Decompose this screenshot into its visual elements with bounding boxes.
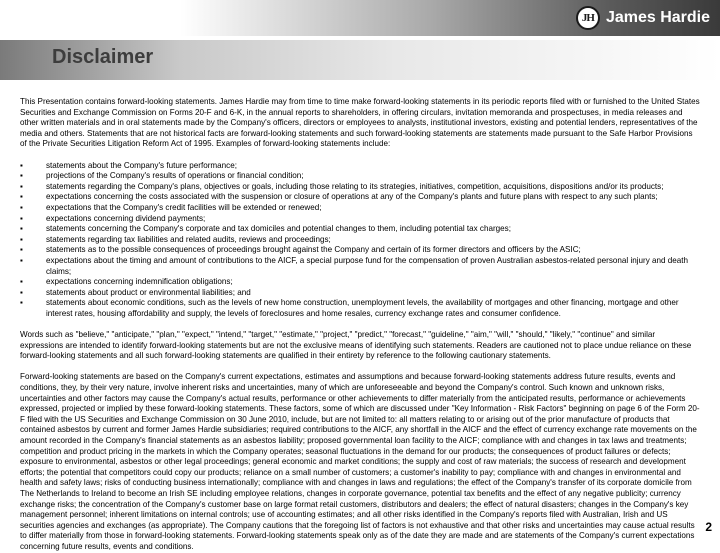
risk-factors-paragraph: Forward-looking statements are based on the Company's current expectations, estimates and assumptions and because forward-looking statements address future results, events and conditions, they, by their very nature, involve inherent risks and uncertainties, many of which are unforeseeable and beyond the Company's control. Such known and unknown risks, uncertainties and other factors may cause the Company's actual results, performance or other achievements to differ materially from the anticipated results, performance or achievements expressed, projected or implied by these forward-looking statements. These factors, some of which are discussed under "Key Information - Risk Factors" beginning on page 6 of the Form 20-F filed with the US Securities and Exchange Commission on 30 June 2010, include, but are not limited to: all matters relating to or arising out of the prior manufacture of products that contained asbestos by current and former James Hardie subsidiaries; required contributions to the AICF, any shortfall in the AICF and the effect of currency exchange rate movements on the amount recorded in the Company's financial statements as an asbestos liability; proposed governmental loan facility to the AICF; compliance with and changes in tax laws and treatments; competition and product pricing in the markets in which the Company operates; seasonal fluctuations in the demand for our products; the consequences of product failures or defects; exposure to environmental, asbestos or other legal proceedings; general economic and market conditions; the supply and cost of raw materials; the success of research and development efforts; the potential that competitors could copy our products; reliance on a small number of customers; a customer's inability to pay; compliance with and changes in environmental and health and safety laws; risks of conducting business internationally; compliance with and changes in laws and regulations; the effect of the Company's transfer of its corporate domicile from The Netherlands to Ireland to become an Irish SE including employee relations, changes in corporate governance, potential tax benefits and the effect of any negative publicity; currency exchange risks; the concentration of the Company's customer base on large format retail customers, distributors and dealers; the effect of natural disasters; changes in the Company's key management personnel; inherent limitations on internal controls; use of accounting estimates; and all other risks identified in the Company's reports filed with Australian, Irish and US securities agencies and exchanges (as appropriate). The Company cautions that the foregoing list of factors is not exhaustive and that other risks and uncertainties may cause actual results to differ materially from those in forward-looking statements. Forward-looking statements speak only as of the date they are made and are statements of the Company's current expectations concerning future results, events and conditions. (20, 372, 700, 551)
logo-mark-icon: JH (576, 6, 600, 30)
list-item: ▪ statements regarding the Company's plans, objectives or goals, including those relating to its strategies, initiatives, competition, acquisitions, dispositions and/or its products; (20, 182, 700, 193)
list-item: ▪ statements about economic conditions, such as the levels of new home construction, unemployment levels, the availability of mortgages and other financing, mortgage and other interest rates, housing affordability and supply, the levels of foreclosures and home resales, currency exchange rates and consumer confidence. (20, 298, 700, 319)
examples-list (20, 161, 700, 320)
disclaimer-body (20, 97, 700, 553)
company-logo (576, 6, 710, 30)
list-item: ▪ statements as to the possible consequences of proceedings brought against the Company and certain of its former directors and officers by the ASIC; (20, 245, 700, 256)
list-item: ▪ projections of the Company's results of operations or financial condition; (20, 171, 700, 182)
list-item: ▪ expectations about the timing and amount of contributions to the AICF, a special purpose fund for the compensation of proven Australian asbestos-related personal injury and death claims; (20, 256, 700, 277)
list-item: ▪ expectations concerning indemnification obligations; (20, 277, 700, 288)
list-item: ▪ expectations that the Company's credit facilities will be extended or renewed; (20, 203, 700, 214)
logo-text: James Hardie (605, 9, 710, 26)
list-item: ▪ statements about the Company's future performance; (20, 161, 700, 172)
words-paragraph: Words such as "believe," "anticipate," "plan," "expect," "intend," "target," "estimate," "project," "predict," "forecast," "guideline," "aim," "will," "should," "likely," "continue" and similar expressions are intended to identify forward-looking statements but are not the exclusive means of identifying such statements. Readers are cautioned not to place undue reliance on these forward-looking statements and all such forward-looking statements are qualified in their entirety by reference to the following cautionary statements. (20, 330, 692, 361)
page-title: Disclaimer (52, 46, 154, 68)
list-item: ▪ expectations concerning dividend payments; (20, 214, 700, 225)
intro-paragraph: This Presentation contains forward-looking statements. James Hardie may from time to time make forward-looking statements in its periodic reports filed with or furnished to the United States Securities and Exchange Commission on Forms 20-F and 6-K, in the annual reports to shareholders, in offering circulars, invitation memoranda and prospectuses, in media releases and other written materials and in oral statements made by the Company's officers, directors or employees to analysts, institutional investors, existing and potential lenders, representatives of the media and others. Statements that are not historical facts are forward-looking statements and such forward-looking statements are statements made pursuant to the Safe Harbor Provisions of the Private Securities Litigation Reform Act of 1995. Examples of forward-looking statements include: (20, 97, 700, 149)
list-item: ▪ expectations concerning the costs associated with the suspension or closure of operations at any of the Company's plants and future plans with respect to any such plants; (20, 192, 700, 203)
page-number: 2 (705, 520, 712, 534)
list-item: ▪ statements concerning the Company's corporate and tax domiciles and potential changes to them, including potential tax charges; (20, 224, 700, 235)
list-item: ▪ statements regarding tax liabilities and related audits, reviews and proceedings; (20, 235, 700, 246)
list-item: ▪ statements about product or environmental liabilities; and (20, 288, 700, 299)
top-banner (0, 0, 720, 36)
